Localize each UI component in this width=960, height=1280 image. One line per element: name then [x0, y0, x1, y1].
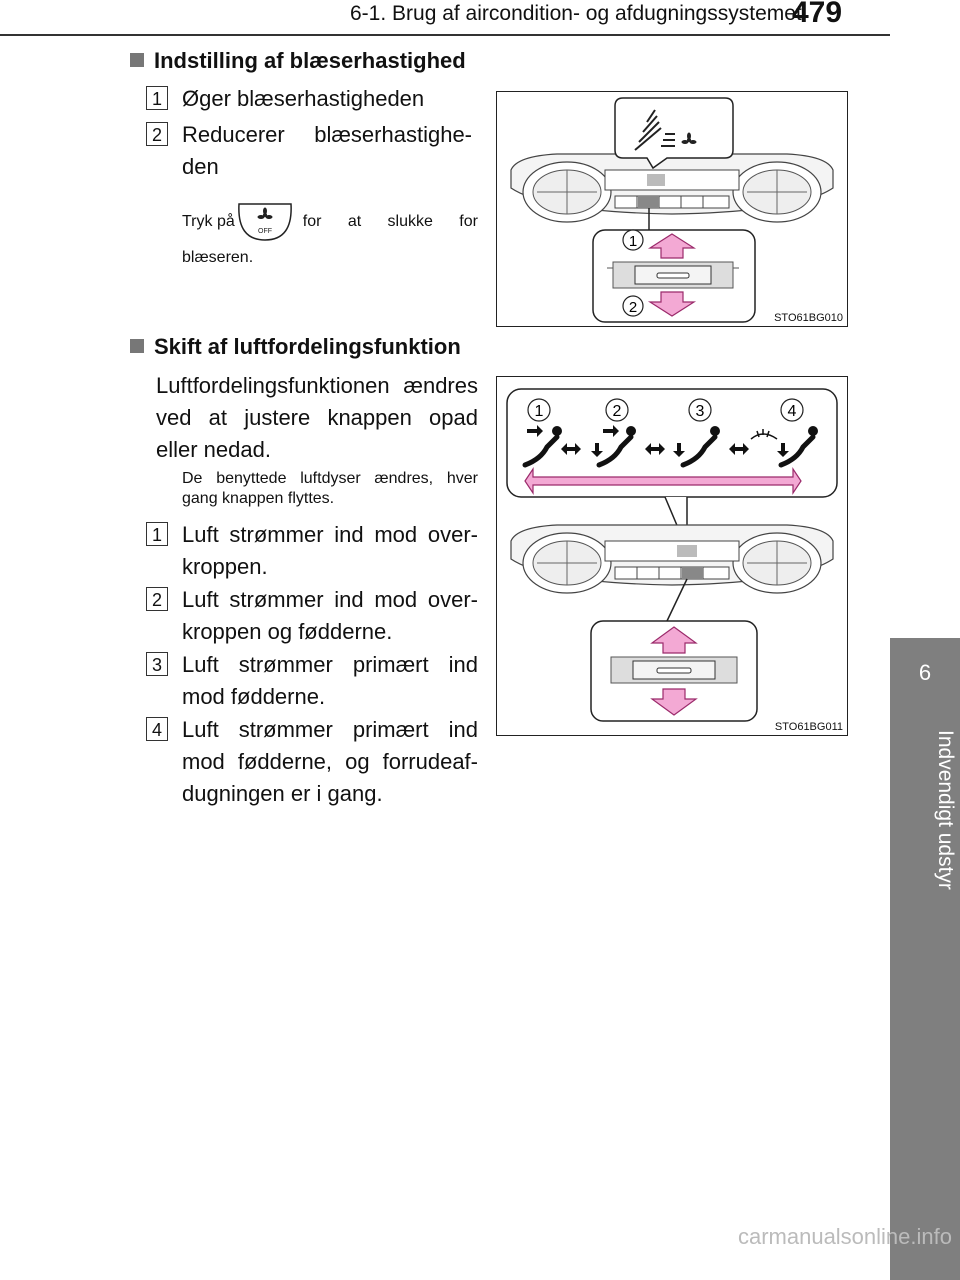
section2-note: De benyttede luftdyser ændres, hver gang knappen flyttes.: [182, 470, 478, 507]
section2-item-3: Luft strømmer primært ind mod fødderne.: [182, 652, 478, 709]
section2-item-2: Luft strømmer ind mod over-kroppen og fødderne.: [182, 587, 478, 644]
svg-text:2: 2: [628, 299, 638, 316]
figure-fan-speed: [496, 91, 848, 327]
svg-text:OFF: OFF: [257, 228, 272, 235]
bullet-square-icon: [130, 53, 144, 67]
item-number-box: 1: [146, 522, 168, 546]
section1-item-1: Øger blæserhastigheden: [182, 86, 425, 111]
svg-text:3: 3: [695, 403, 705, 420]
item-number-box: 2: [146, 122, 168, 146]
bullet-square-icon: [130, 339, 144, 353]
chapter-label: Indvendigt udstyr: [934, 730, 957, 890]
svg-text:2: 2: [612, 403, 622, 420]
section2-item-1: Luft strømmer ind mod over-kroppen.: [182, 522, 478, 579]
section1-note: Tryk på OFF for at slukke for blæseren.: [182, 202, 478, 268]
air-distribution-diagram: [497, 377, 846, 734]
header-title: 6-1. Brug af aircondition- og afdugningssystemet: [350, 2, 802, 25]
item-number-box: 1: [146, 86, 168, 110]
chapter-number: 6: [918, 660, 932, 685]
watermark: carmanualsonline.info: [737, 1224, 952, 1249]
svg-text:4: 4: [787, 403, 797, 420]
fan-speed-diagram: [497, 92, 846, 325]
svg-text:1: 1: [628, 233, 638, 250]
fan-off-button-icon: [235, 202, 295, 242]
page-number: 479: [792, 0, 843, 29]
section2-intro: Luftfordelingsfunktionen ændres ved at justere knappen opad eller nedad.: [156, 373, 478, 462]
header-rule: [0, 34, 890, 36]
item-number-box: 3: [146, 652, 168, 676]
section1-item-2: Reducerer blæserhastighe- den: [182, 122, 472, 179]
section1-heading: Indstilling af blæserhastighed: [130, 48, 466, 74]
section2-item-4: Luft strømmer primært ind mod fødderne, og forrudeaf-dugningen er i gang.: [182, 717, 478, 806]
item-number-box: 2: [146, 587, 168, 611]
figure-id: STO61BG011: [774, 721, 843, 733]
section2-heading: Skift af luftfordelingsfunktion: [130, 334, 461, 360]
figure-id: STO61BG010: [774, 312, 843, 324]
figure-air-distribution: [496, 376, 848, 736]
item-number-box: 4: [146, 717, 168, 741]
svg-text:1: 1: [534, 403, 544, 420]
